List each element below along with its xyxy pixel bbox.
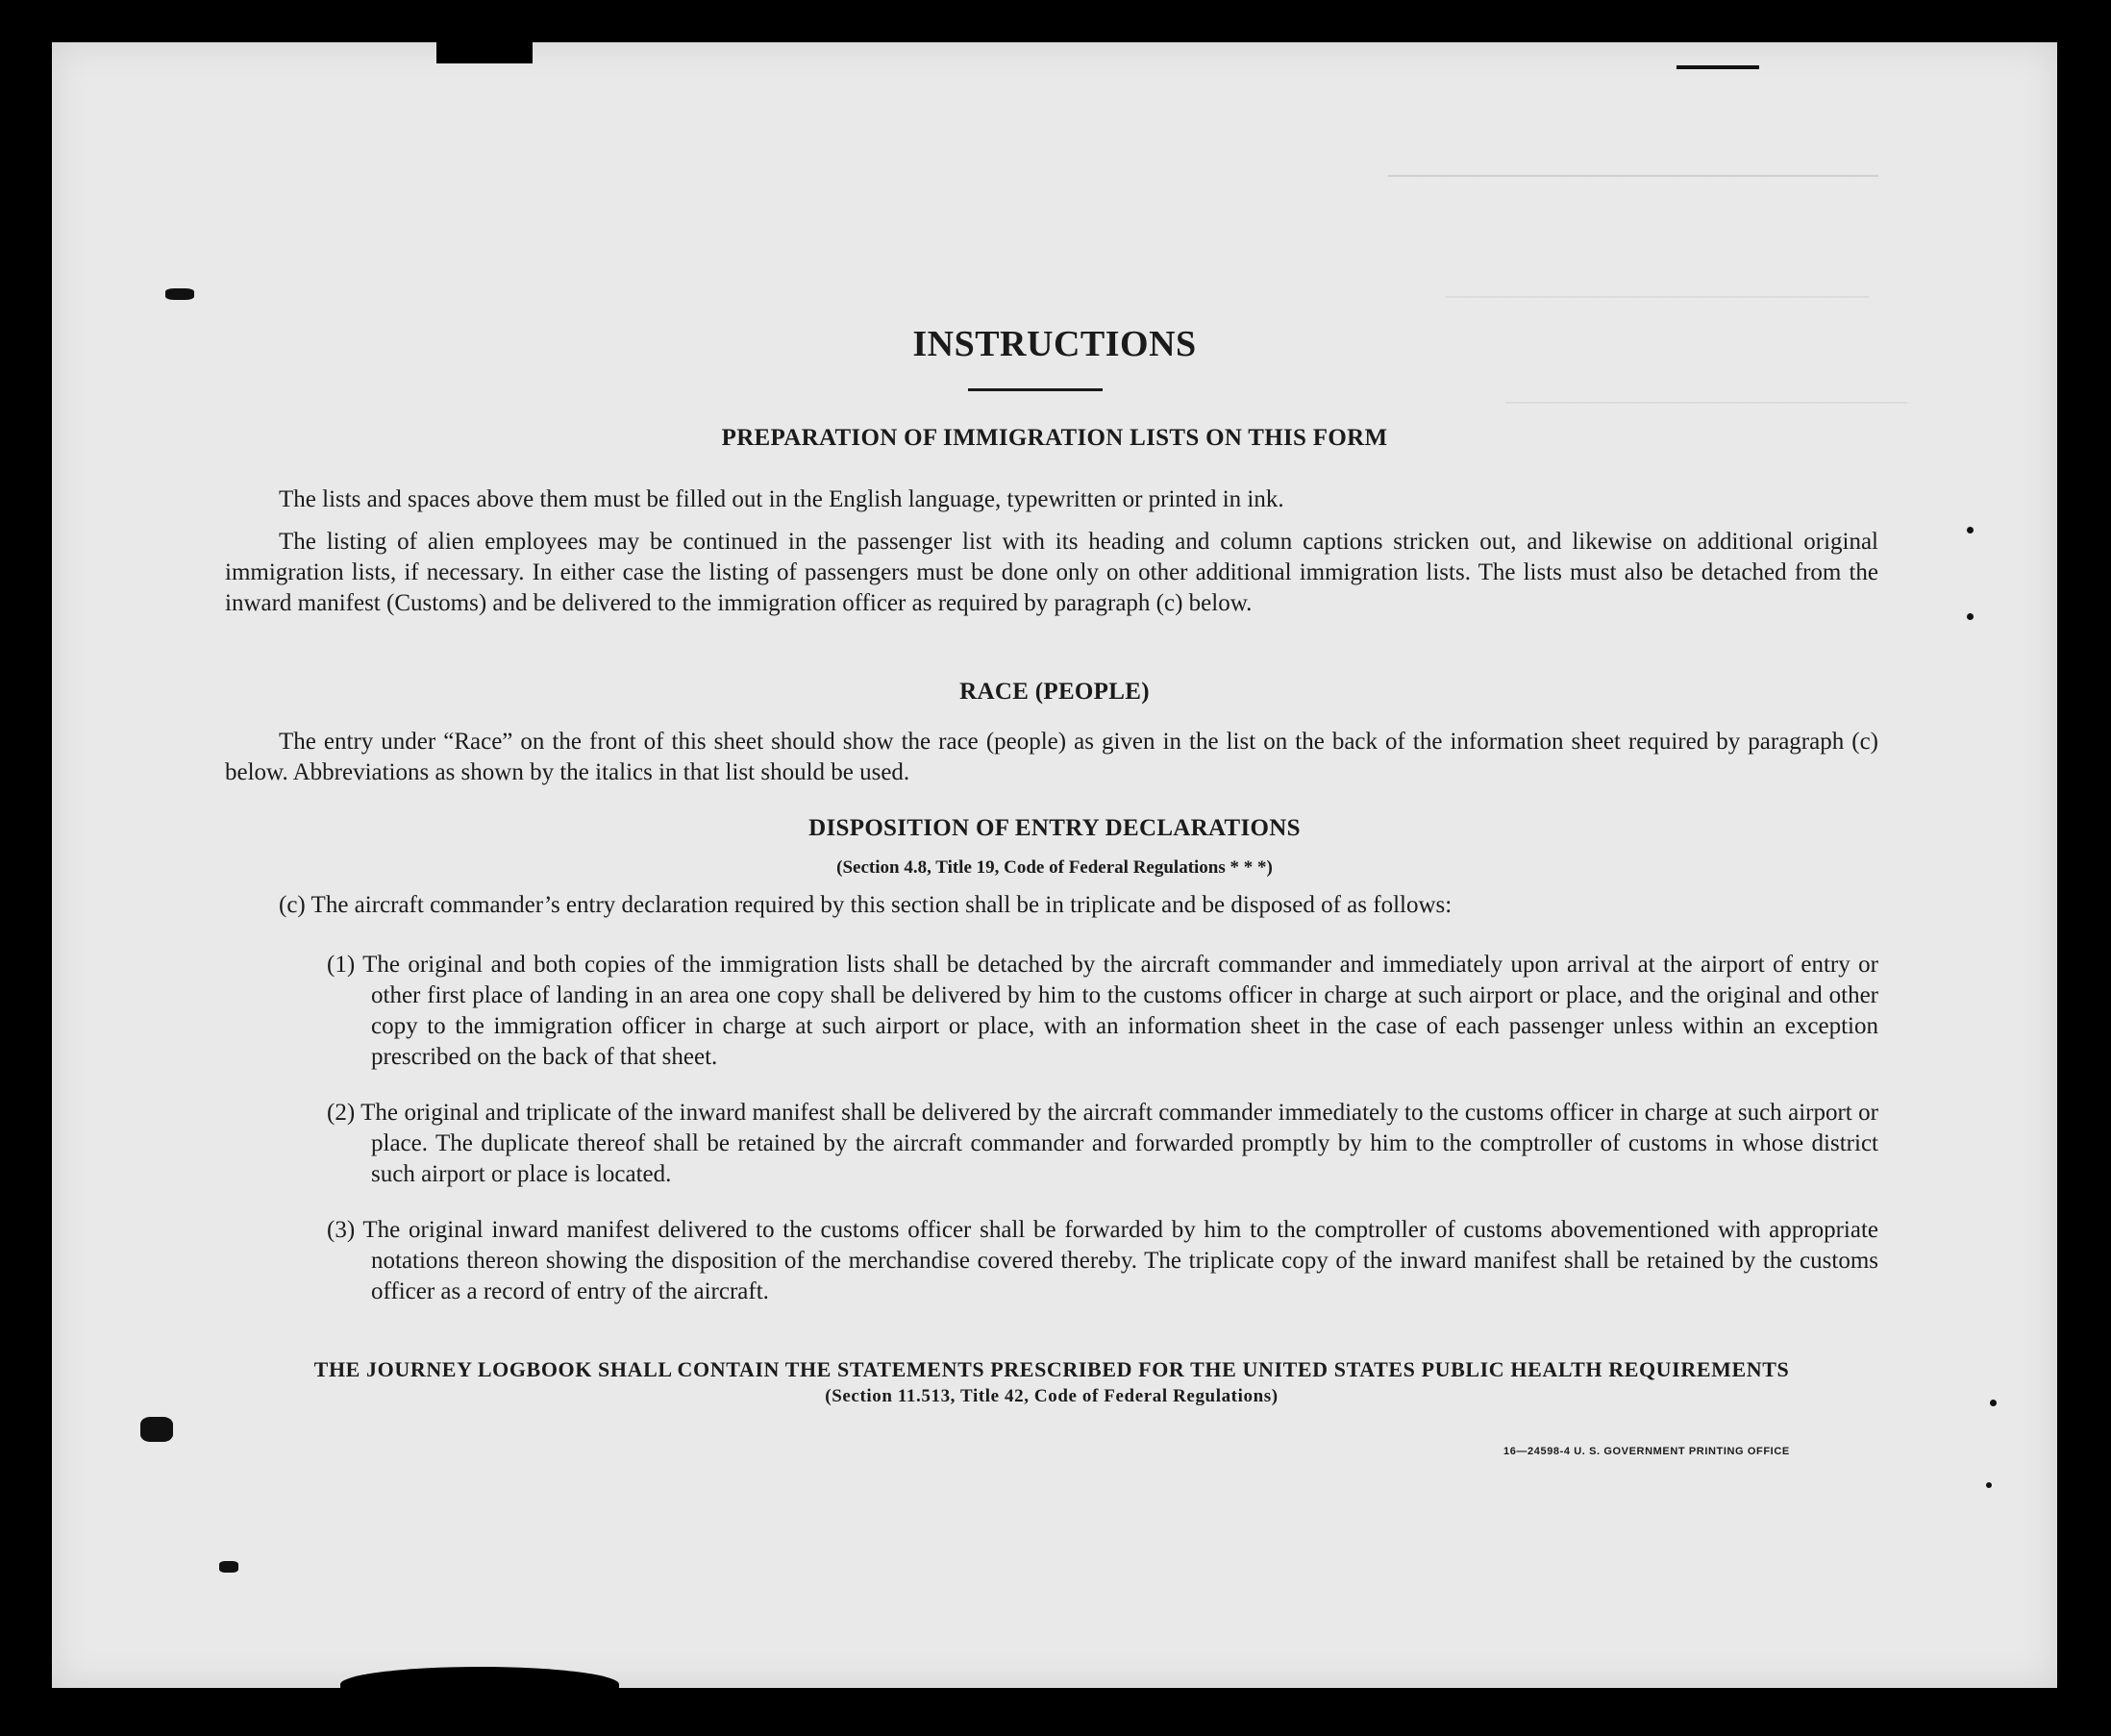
printer-imprint: 16—24598-4 U. S. GOVERNMENT PRINTING OFFICE bbox=[1503, 1446, 1790, 1457]
page-title: INSTRUCTIONS bbox=[912, 324, 1197, 364]
public-health-line: THE JOURNEY LOGBOOK SHALL CONTAIN THE STATEMENTS PRESCRIBED FOR THE UNITED STATES PUBLIC HEALTH REQUIREMENTS bbox=[313, 1357, 1790, 1381]
section-heading-preparation: PREPARATION OF IMMIGRATION LISTS ON THIS FORM bbox=[721, 425, 1388, 451]
section-subheading-disposition: (Section 4.8, Title 19, Code of Federal Regulations * * *) bbox=[836, 857, 1273, 878]
paragraph-english-language: The lists and spaces above them must be filled out in the English language, typewritten or printed in ink. bbox=[279, 486, 1284, 512]
bleed-through: ———————————————————— bbox=[1446, 283, 1869, 307]
list-item-1: (1) The original and both copies of the immigration lists shall be detached by the aircraft commander and immediately upon arrival at the airport of entry or other first place of landing in an area one copy shall be delivered by him to the customs officer in charge at such airport or place, and the original and other copy to the immigration officer in charge at such airport or place, with an information sheet in the case of each passenger unless within an exception prescribed on the back of that sheet. bbox=[327, 952, 1878, 1070]
document-page bbox=[52, 42, 2057, 1688]
title-rule bbox=[968, 388, 1103, 391]
paragraph-intro-c: (c) The aircraft commander’s entry declaration required by this section shall be in triplicate and be disposed of as follows: bbox=[279, 892, 1453, 918]
paragraph-alien-employees: The listing of alien employees may be continued in the passenger list with its heading and column captions stricken out, and likewise on additional original immigration lists, if necessary. In either case the listing of passengers must be done only on other additional immigration lists. The lists must also be detached from the inward manifest (Customs) and be delivered to the immigration officer as required by paragraph (c) below. bbox=[225, 529, 1878, 616]
instructions-content bbox=[52, 42, 2057, 1688]
list-item-3: (3) The original inward manifest delivered to the customs officer shall be forwarded by him to the comptroller of customs abovementioned with appropriate notations thereon showing the disposition of the merchandise covered thereby. The triplicate copy of the inward manifest shall be retained by the customs officer as a record of entry of the aircraft. bbox=[327, 1217, 1878, 1304]
bleed-through: ——————————————————— bbox=[1505, 388, 1907, 412]
list-item-2: (2) The original and triplicate of the inward manifest shall be delivered by the aircraft commander immediately to the customs officer in charge at such airport or place. The duplicate thereof shall be retained by the aircraft commander and forwarded promptly by him to the comptroller of customs in whose district such airport or place is located. bbox=[327, 1100, 1878, 1187]
section-heading-disposition: DISPOSITION OF ENTRY DECLARATIONS bbox=[808, 815, 1301, 841]
paragraph-race-entry: The entry under “Race” on the front of this sheet should show the race (people) as given in the list on the back of the information sheet required by paragraph (c) below. Abbreviations as shown by the italics in that list should be used. bbox=[225, 729, 1878, 785]
public-health-citation: (Section 11.513, Title 42, Code of Federal Regulations) bbox=[825, 1386, 1279, 1406]
bleed-through: ————————————————— bbox=[1388, 158, 1878, 189]
public-health-notice bbox=[225, 1357, 1878, 1407]
section-heading-race: RACE (PEOPLE) bbox=[959, 679, 1150, 705]
